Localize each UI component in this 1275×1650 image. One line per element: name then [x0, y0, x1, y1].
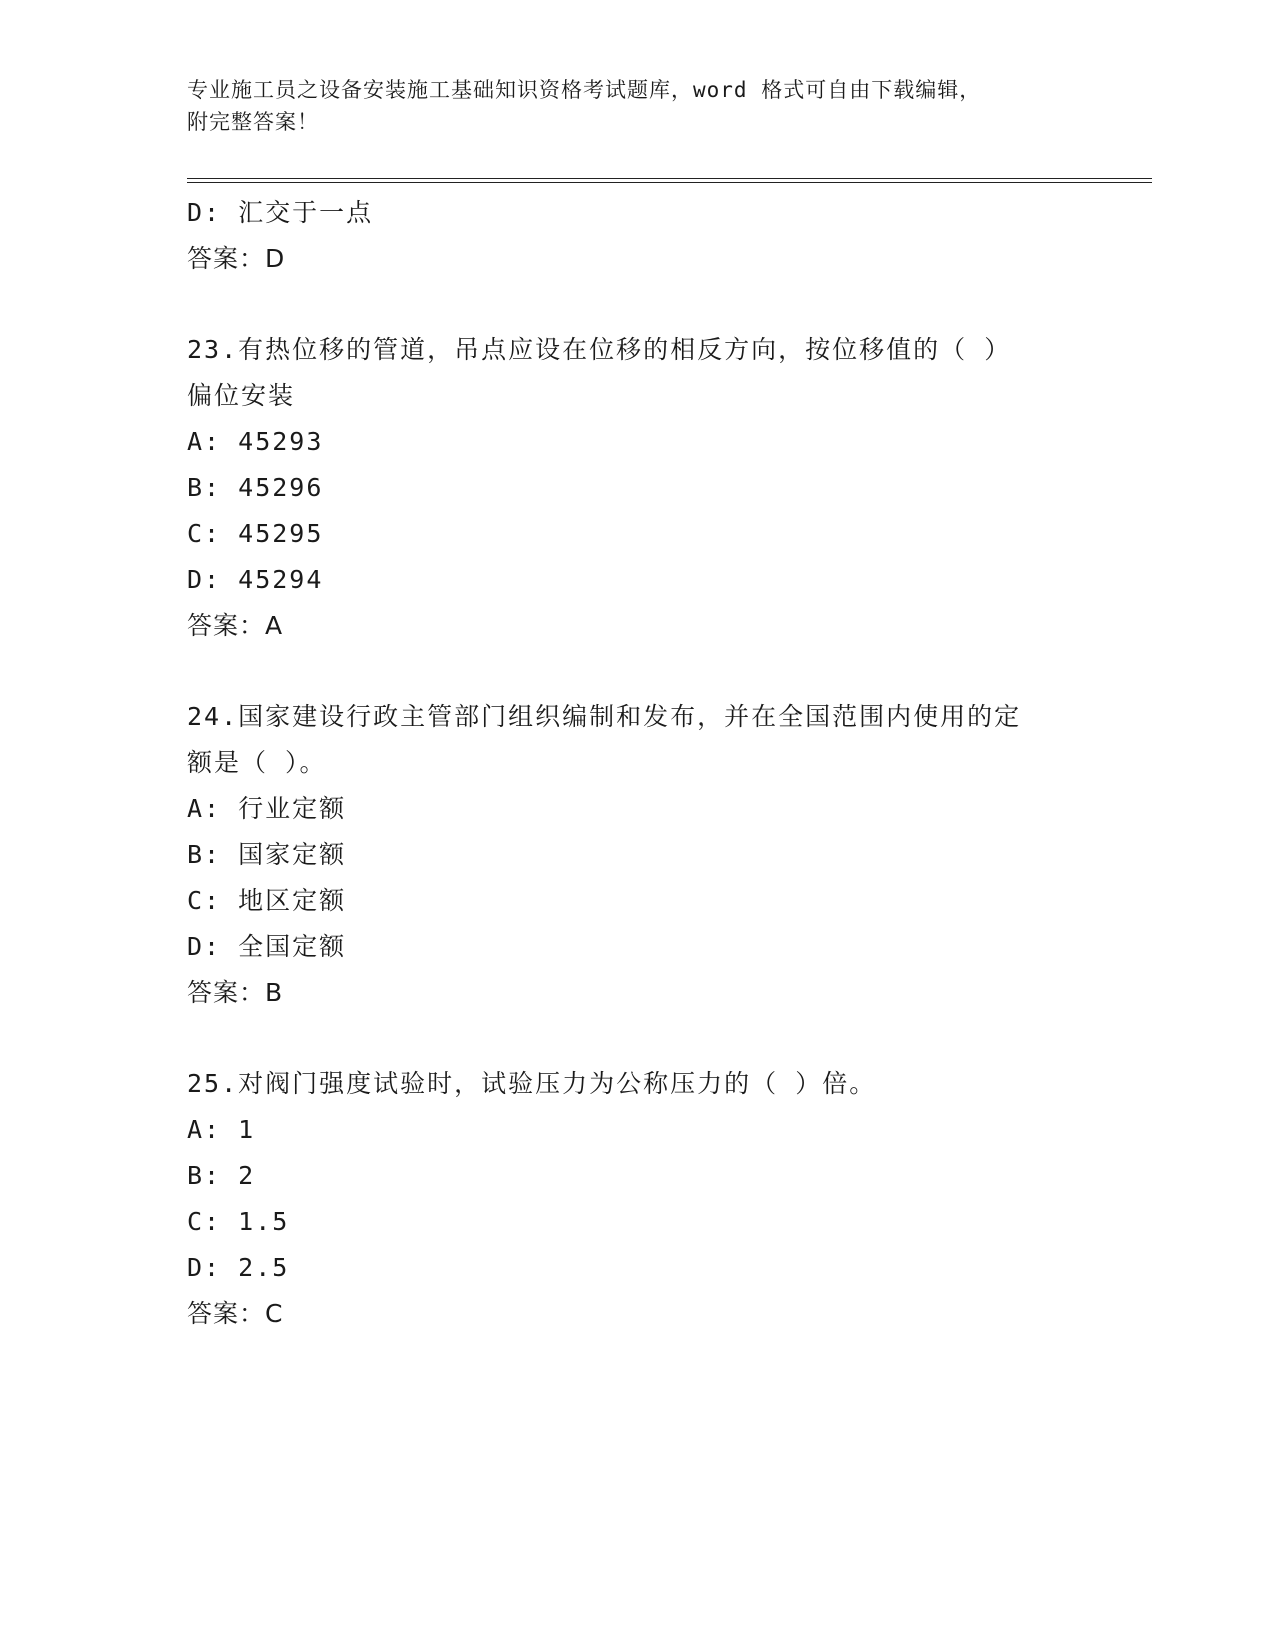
option-b: B: 45296	[187, 473, 324, 502]
question-text-cont: 偏位安装	[187, 381, 296, 410]
question-text: 23.有热位移的管道，吊点应设在位移的相反方向，按位移值的（ ）	[187, 335, 1012, 364]
question-25	[187, 1061, 1087, 1337]
option-c: C: 1.5	[187, 1207, 290, 1236]
option-b: B: 国家定额	[187, 840, 347, 869]
option-d: D: 汇交于一点	[187, 198, 374, 227]
question-list	[187, 190, 1087, 1337]
question-23	[187, 327, 1087, 649]
document-header	[187, 74, 1067, 138]
option-a: A: 行业定额	[187, 794, 347, 823]
question-22-tail	[187, 190, 1087, 282]
option-d: D: 45294	[187, 565, 324, 594]
option-d: D: 全国定额	[187, 932, 347, 961]
answer-line: 答案：C	[187, 1299, 284, 1328]
answer-line: 答案：A	[187, 611, 284, 640]
answer-line: 答案：B	[187, 978, 284, 1007]
answer-line: 答案：D	[187, 244, 286, 273]
header-line-2: 附完整答案！	[187, 110, 319, 134]
option-a: A: 1	[187, 1115, 256, 1144]
question-text: 25.对阀门强度试验时，试验压力为公称压力的（ ）倍。	[187, 1069, 877, 1098]
option-a: A: 45293	[187, 427, 324, 456]
option-b: B: 2	[187, 1161, 256, 1190]
option-c: C: 地区定额	[187, 886, 347, 915]
option-d: D: 2.5	[187, 1253, 290, 1282]
header-divider	[187, 178, 1152, 183]
question-text: 24.国家建设行政主管部门组织编制和发布，并在全国范围内使用的定	[187, 702, 1022, 731]
option-c: C: 45295	[187, 519, 324, 548]
question-24	[187, 694, 1087, 1016]
question-text-cont: 额是（ ）。	[187, 748, 327, 777]
header-line-1: 专业施工员之设备安装施工基础知识资格考试题库，word 格式可自由下载编辑，	[187, 78, 982, 102]
